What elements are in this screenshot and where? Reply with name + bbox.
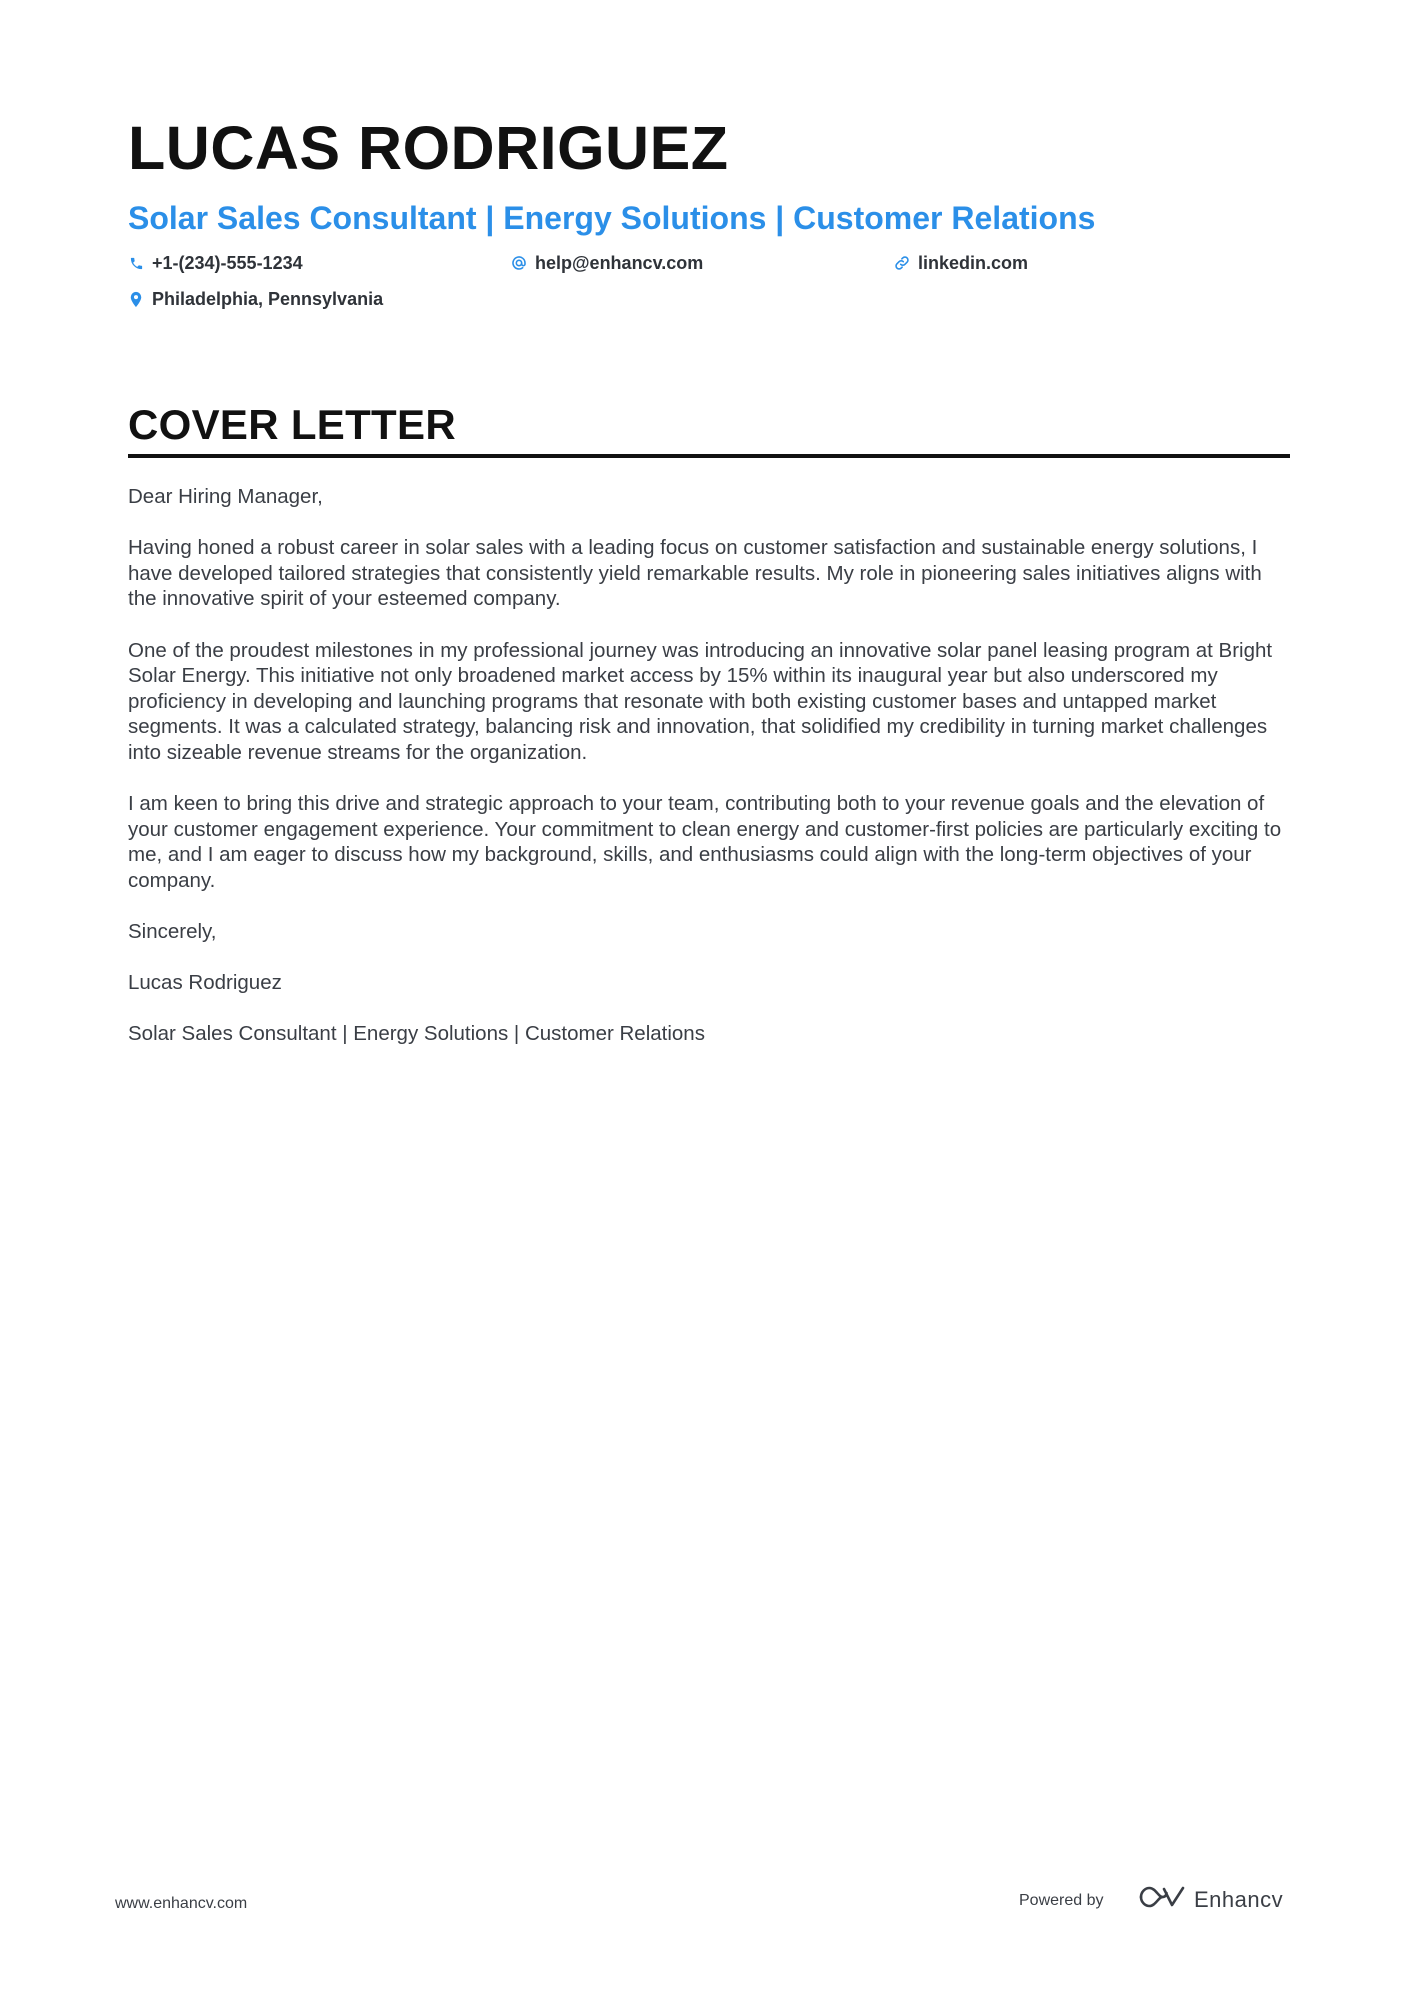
footer-url[interactable]: www.enhancv.com xyxy=(115,1895,248,1912)
section-title: COVER LETTER xyxy=(128,401,456,448)
letter-closing: Sincerely, xyxy=(128,920,217,944)
contact-info xyxy=(128,252,1290,310)
map-pin-icon xyxy=(128,290,144,308)
location-text: Philadelphia, Pennsylvania xyxy=(152,289,384,309)
phone-icon xyxy=(128,254,144,272)
contact-location xyxy=(128,288,511,310)
brand-name: Enhancv xyxy=(1194,1886,1284,1912)
at-icon xyxy=(511,254,527,272)
email-link[interactable]: help@enhancv.com xyxy=(535,253,704,273)
signature-title: Solar Sales Consultant | Energy Solutions | Customer Relations xyxy=(128,1022,705,1046)
linkedin-link[interactable]: linkedin.com xyxy=(918,253,1029,273)
letter-salutation: Dear Hiring Manager, xyxy=(128,485,323,508)
contact-email xyxy=(511,252,894,274)
candidate-name: LUCAS RODRIGUEZ xyxy=(128,114,729,182)
candidate-headline: Solar Sales Consultant | Energy Solutions | Customer Relations xyxy=(128,200,1096,236)
brand-logo[interactable] xyxy=(1138,1884,1283,1915)
phone-text: +1-(234)-555-1234 xyxy=(152,253,303,273)
contact-phone xyxy=(128,252,511,274)
cover-letter-page xyxy=(128,112,1290,1073)
section-divider xyxy=(128,454,1290,458)
link-icon xyxy=(894,254,910,272)
enhancv-logo-icon xyxy=(1138,1884,1186,1915)
powered-by-label: Powered by xyxy=(1019,1892,1104,1909)
letter-paragraph: I am keen to bring this drive and strategic approach to your team, contributing both to your revenue goals and the elevation of your customer engagement experience. Your commitment to clean energy and customer-first policies are particularly exciting to me, and I am eager to discuss how my background, skills, and enthusiasms could align with the long-term objectives of your company. xyxy=(128,792,1282,892)
contact-linkedin xyxy=(894,252,1277,274)
signature-name: Lucas Rodriguez xyxy=(128,971,282,995)
letter-paragraph: One of the proudest milestones in my professional journey was introducing an innovative solar panel leasing program at Bright Solar Energy. This initiative not only broadened market access by 15% within its inaugural year but also underscored my proficiency in developing and launching programs that resonate with both existing customer bases and untapped market segments. It was a calculated strategy, balancing risk and innovation, that solidified my credibility in turning market challenges into sizeable revenue streams for the organization. xyxy=(128,638,1273,764)
letter-paragraph: Having honed a robust career in solar sales with a leading focus on customer satisfaction and sustainable energy solutions, I have developed tailored strategies that consistently yield remarkable results. My role in pioneering sales initiatives aligns with the innovative spirit of your esteemed company. xyxy=(128,536,1262,611)
letter-body xyxy=(128,484,1290,1047)
